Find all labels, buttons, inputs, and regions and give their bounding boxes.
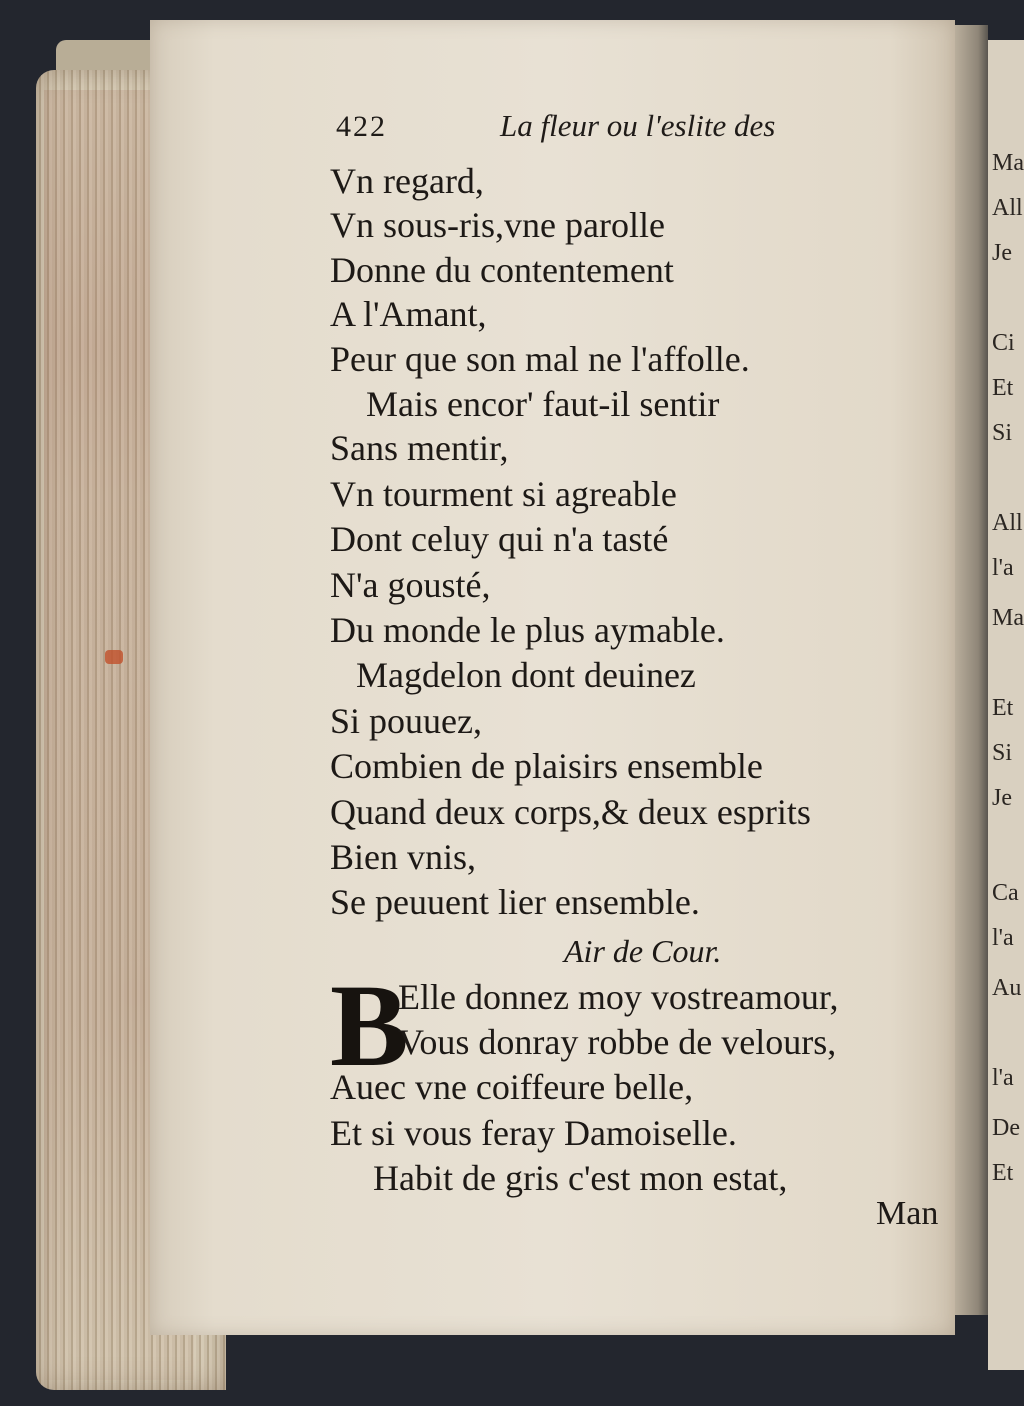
poem-line: N'a gousté,: [330, 565, 491, 605]
air-line: Vous donray robbe de velours,: [398, 1022, 837, 1062]
poem-line: Mais encor' faut-il sentir: [366, 384, 720, 424]
facing-line: l'a: [992, 1065, 1014, 1091]
facing-line: Et: [992, 375, 1014, 401]
facing-line: l'a: [992, 925, 1014, 951]
facing-line: De: [992, 1115, 1020, 1141]
poem-line: Peur que son mal ne l'affolle.: [330, 339, 750, 379]
poem-line: Donne du contentement: [330, 250, 674, 290]
poem-line: Si pouuez,: [330, 701, 482, 741]
poem-line: Combien de plaisirs ensemble: [330, 746, 763, 786]
air-line: Elle donnez moy vostreamour,: [398, 977, 839, 1017]
facing-line: l'a: [992, 555, 1014, 581]
poem-line: Magdelon dont deuinez: [356, 655, 696, 695]
poem-line: Vn sous-ris,vne parolle: [330, 205, 665, 245]
poem-line: Bien vnis,: [330, 837, 477, 877]
air-line: Habit de gris c'est mon estat,: [373, 1158, 788, 1198]
poem-line: Se peuuent lier ensemble.: [330, 882, 700, 922]
running-title: La fleur ou l'eslite des: [500, 108, 776, 143]
poem-line: A l'Amant,: [330, 294, 487, 334]
poem-line: Sans mentir,: [330, 428, 509, 468]
facing-line: Je: [992, 785, 1012, 811]
facing-line: Et: [992, 695, 1014, 721]
facing-line: Je: [992, 240, 1012, 266]
poem-line: Dont celuy qui n'a tasté: [330, 519, 669, 559]
air-heading: Air de Cour.: [564, 933, 722, 969]
book-gutter: [955, 25, 988, 1315]
red-stain: [105, 650, 123, 664]
poem-line: Du monde le plus aymable.: [330, 610, 725, 650]
drop-cap: B: [330, 960, 409, 1091]
facing-line: All: [992, 510, 1023, 536]
catchword: Man: [876, 1195, 939, 1232]
facing-line: Et: [992, 1160, 1014, 1186]
poem-line: Vn regard,: [330, 161, 484, 201]
facing-line: Ma: [992, 150, 1024, 176]
page-header: [336, 110, 816, 154]
facing-line: Si: [992, 740, 1013, 766]
page-number: 422: [336, 110, 387, 143]
poem-line: Vn tourment si agreable: [330, 474, 677, 514]
air-line: Et si vous feray Damoiselle.: [330, 1113, 737, 1153]
facing-line: Au: [992, 975, 1022, 1001]
facing-line: All: [992, 195, 1023, 221]
poem-line: Quand deux corps,& deux esprits: [330, 792, 811, 832]
facing-line: Ci: [992, 330, 1015, 356]
facing-line: Si: [992, 420, 1013, 446]
facing-line: Ma: [992, 605, 1024, 631]
facing-page-fragment: [988, 40, 1024, 1370]
air-line: Auec vne coiffeure belle,: [330, 1067, 694, 1107]
facing-line: Ca: [992, 880, 1019, 906]
